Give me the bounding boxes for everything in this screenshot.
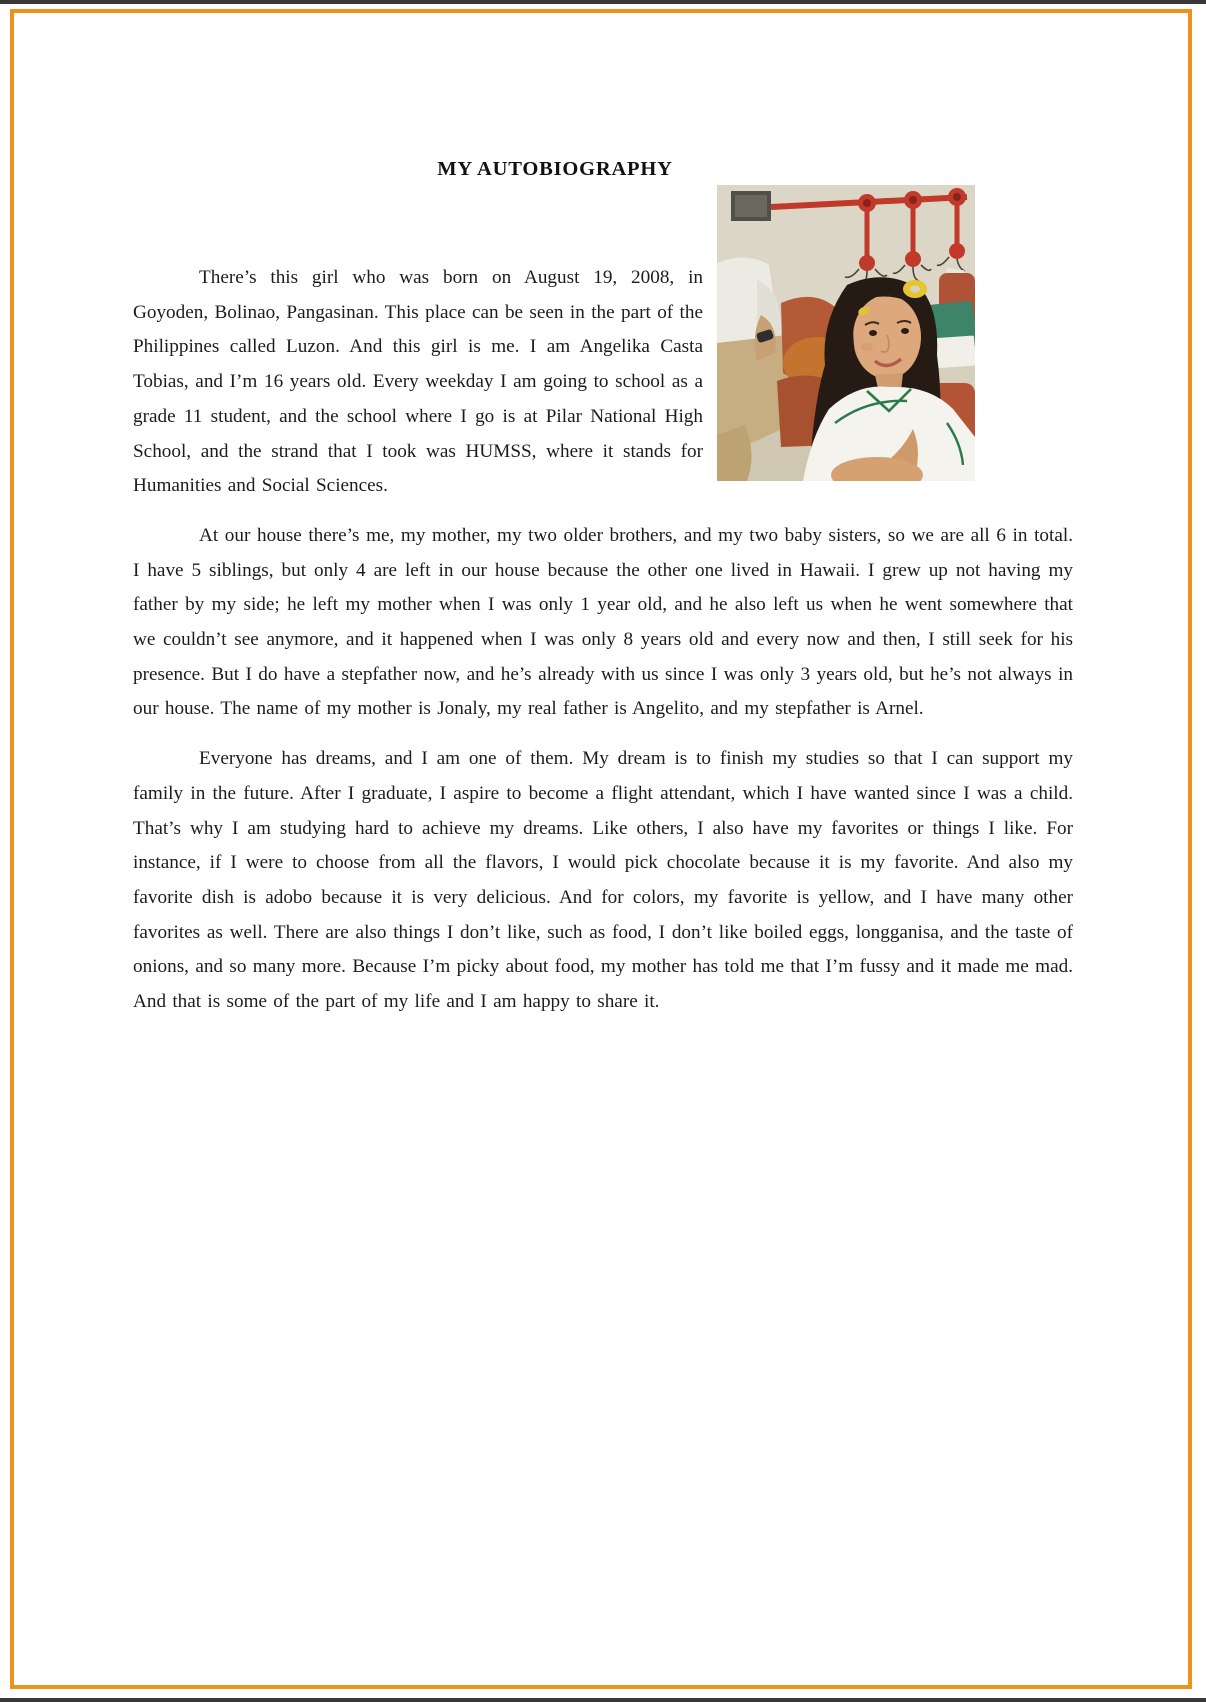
document-body (133, 261, 1073, 1020)
document-title: MY AUTOBIOGRAPHY (437, 158, 673, 180)
screenshot-top-edge (0, 0, 1206, 4)
paragraph-introduction: There’s this girl who was born on August 19, 2008, in Goyoden, Bolinao, Pangasinan. This place can be seen in the part of the Philippines called Luzon. And this girl is me. I am Angelika Casta Tobias, and I’m 16 years old. Every weekday I am going to school as a grade 11 student, and the school where I go is at Pilar National High School, and the strand that I took was HUMSS, where it stands for Humanities and Social Sciences. (133, 267, 703, 497)
screenshot-bottom-edge (0, 1698, 1206, 1702)
paragraph-dreams: Everyone has dreams, and I am one of them. My dream is to finish my studies so that I can support my family in the future. After I graduate, I aspire to become a flight attendant, which I have wanted since I was a child. That’s why I am studying hard to achieve my dreams. Like others, I also have my favorites or things I like. For instance, if I were to choose from all the flavors, I would pick chocolate because it is my favorite. And also my favorite dish is adobo because it is very delicious. And for colors, my favorite is yellow, and I have many other favorites as well. There are also things I don’t like, such as food, I don’t like boiled eggs, longganisa, and the taste of onions, and so many more. Because I’m picky about food, my mother has told me that I’m fussy and it made me mad. And that is some of the part of my life and I am happy to share it. (133, 748, 1073, 1013)
document-content (0, 158, 1206, 1020)
paragraph-family: At our house there’s me, my mother, my two older brothers, and my two baby sisters, so we are all 6 in total. I have 5 siblings, but only 4 are left in our house because the other one lived in Hawaii. I grew up not having my father by my side; he left my mother when I was only 1 year old, and he also left us when he went somewhere that we couldn’t see anymore, and it happened when I was only 8 years old and every now and then, I still seek for his presence. But I do have a stepfather now, and he’s already with us since I was only 3 years old, but he’s not always in our house. The name of my mother is Jonaly, my real father is Angelito, and my stepfather is Arnel. (133, 524, 1073, 720)
